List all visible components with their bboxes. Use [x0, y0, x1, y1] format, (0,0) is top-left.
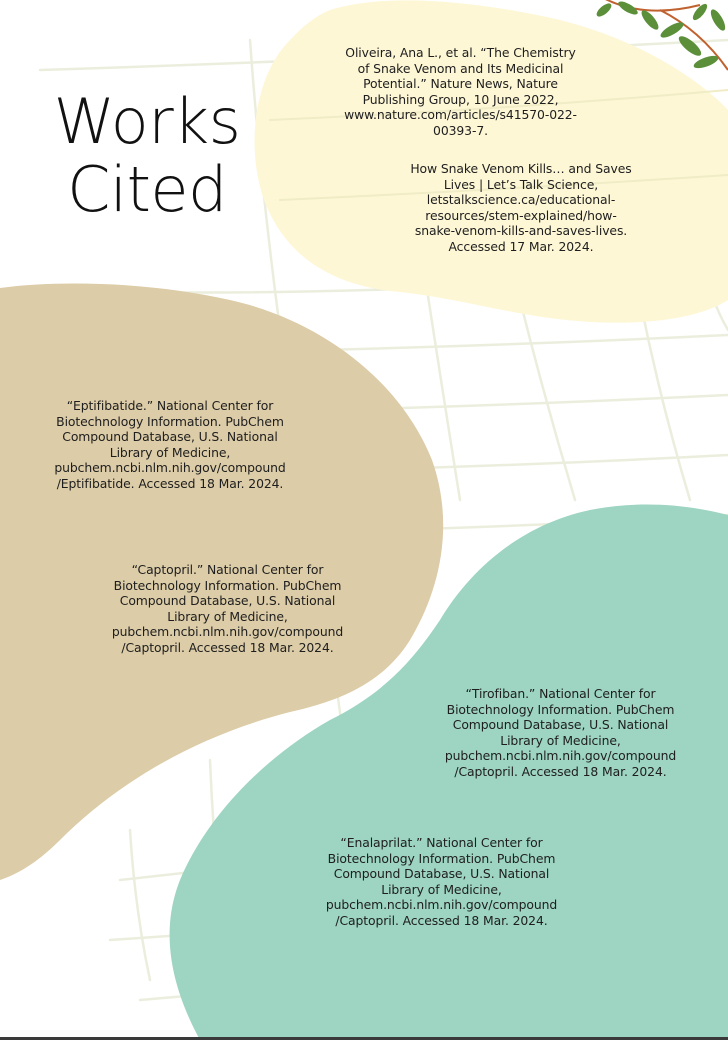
- citation-line: “Eptifibatide.” National Center for: [66, 398, 274, 413]
- citation-tirofiban: [413, 686, 708, 780]
- citation-line: Biotechnology Information. PubChem: [327, 850, 556, 866]
- citation-line: Library of Medicine,: [167, 608, 288, 624]
- citation-line: Biotechnology Information. PubChem: [113, 577, 342, 593]
- citation-line: pubchem.ncbi.nlm.nih.gov/compound: [325, 897, 558, 913]
- citation-line: pubchem.ncbi.nlm.nih.gov/compound: [111, 624, 344, 640]
- citation-line: pubchem.ncbi.nlm.nih.gov/compound: [54, 460, 286, 476]
- citation-line: letstalkscience.ca/educational-: [426, 192, 616, 208]
- citation-line: /Captopril. Accessed 18 Mar. 2024.: [335, 912, 548, 928]
- citation-line: Library of Medicine,: [381, 881, 502, 897]
- citation-enalaprilat: [294, 835, 589, 929]
- page-title: [32, 85, 262, 226]
- citation-line: Compound Database, U.S. National: [452, 717, 669, 733]
- citation-line: pubchem.ncbi.nlm.nih.gov/compound: [444, 748, 677, 764]
- citation-line: “Enalaprilat.” National Center for: [340, 835, 543, 850]
- citation-line: “Captopril.” National Center for: [131, 562, 324, 577]
- title-line: Cited: [67, 153, 227, 226]
- title-line: Works: [53, 85, 241, 158]
- citation-line: snake-venom-kills-and-saves-lives.: [414, 223, 628, 239]
- citation-captopril: [80, 562, 375, 656]
- citation-line: Lives | Let’s Talk Science,: [443, 176, 599, 192]
- citation-line: 00393-7.: [433, 122, 488, 138]
- citation-line: Library of Medicine,: [109, 444, 231, 460]
- citation-line: “Tirofiban.” National Center for: [465, 686, 656, 701]
- citation-line: Biotechnology Information. PubChem: [446, 701, 675, 717]
- citation-line: Publishing Group, 10 June 2022,: [362, 91, 559, 107]
- citation-eptifibatide: [20, 398, 320, 492]
- citation-line: resources/stem-explained/how-: [425, 207, 617, 223]
- citation-line: /Captopril. Accessed 18 Mar. 2024.: [454, 763, 667, 779]
- citation-line: /Eptifibatide. Accessed 18 Mar. 2024.: [56, 475, 284, 491]
- citation-line: /Captopril. Accessed 18 Mar. 2024.: [121, 639, 334, 655]
- citation-line: Compound Database, U.S. National: [119, 593, 336, 609]
- citation-line: of Snake Venom and Its Medicinal: [357, 60, 564, 76]
- citation-line: Oliveira, Ana L., et al. “The Chemistry: [345, 45, 576, 60]
- citation-line: www.nature.com/articles/s41570-022-: [344, 107, 577, 123]
- citation-line: Compound Database, U.S. National: [62, 429, 278, 445]
- citation-line: Biotechnology Information. PubChem: [56, 413, 284, 429]
- citation-line: Potential.” Nature News, Nature: [363, 76, 558, 92]
- citation-letstalkscience: [381, 161, 661, 255]
- citation-oliveira: [318, 45, 603, 139]
- citation-line: Library of Medicine,: [500, 732, 621, 748]
- citation-line: How Snake Venom Kills… and Saves: [410, 161, 632, 176]
- citation-line: Accessed 17 Mar. 2024.: [448, 238, 594, 254]
- citation-line: Compound Database, U.S. National: [333, 866, 550, 882]
